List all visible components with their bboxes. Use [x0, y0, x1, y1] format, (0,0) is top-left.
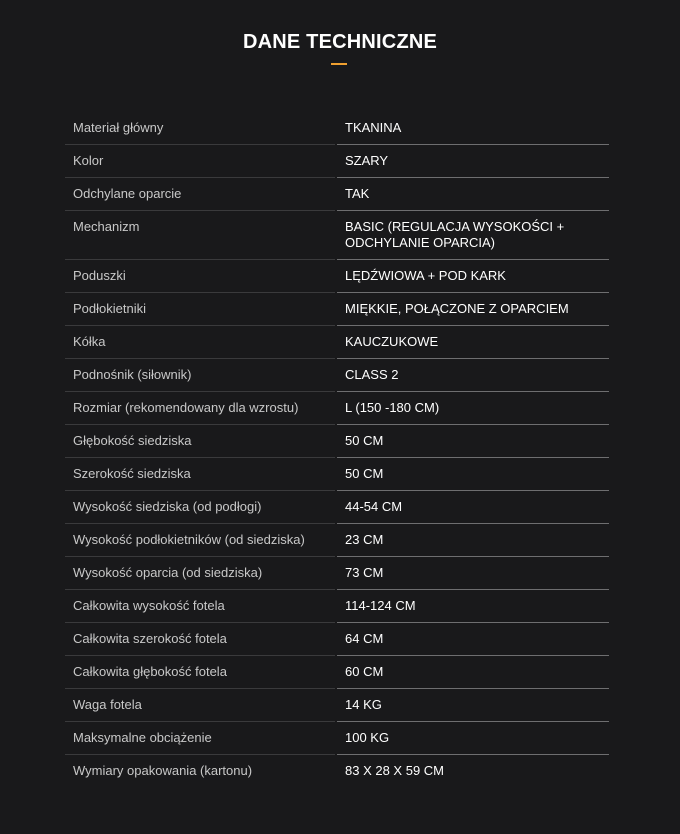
spec-label: Wysokość oparcia (od siedziska) — [65, 557, 335, 590]
spec-label: Waga fotela — [65, 689, 335, 722]
table-row-seat-width — [65, 458, 609, 491]
spec-label: Podnośnik (siłownik) — [65, 359, 335, 392]
spec-value: 44-54 CM — [337, 491, 609, 524]
spec-label: Poduszki — [65, 260, 335, 293]
spec-value: 50 CM — [337, 458, 609, 491]
spec-value: 73 CM — [337, 557, 609, 590]
table-row-mechanism — [65, 211, 609, 260]
spec-value: 50 CM — [337, 425, 609, 458]
spec-label: Kółka — [65, 326, 335, 359]
spec-label: Kolor — [65, 145, 335, 178]
spec-value: 60 CM — [337, 656, 609, 689]
table-row-wheels — [65, 326, 609, 359]
spec-value: TAK — [337, 178, 609, 211]
spec-value: 23 CM — [337, 524, 609, 557]
table-row-max-load — [65, 722, 609, 755]
table-row-package-dimensions — [65, 755, 609, 788]
spec-label: Całkowita szerokość fotela — [65, 623, 335, 656]
spec-label: Całkowita głębokość fotela — [65, 656, 335, 689]
table-row-armrest-height — [65, 524, 609, 557]
page-title: DANE TECHNICZNE — [242, 31, 438, 53]
spec-value: BASIC (REGULACJA WYSOKOŚCI + ODCHYLANIE OPARCIA) — [337, 211, 609, 260]
table-row-size — [65, 392, 609, 425]
spec-label: Materiał główny — [65, 112, 335, 145]
spec-value: 114-124 CM — [337, 590, 609, 623]
table-row-weight — [65, 689, 609, 722]
spec-value: 100 KG — [337, 722, 609, 755]
title-accent-divider — [331, 63, 347, 65]
table-row-armrests — [65, 293, 609, 326]
table-row-pillows — [65, 260, 609, 293]
spec-value: SZARY — [337, 145, 609, 178]
table-row-seat-height — [65, 491, 609, 524]
table-row-seat-depth — [65, 425, 609, 458]
table-row-material — [65, 112, 609, 145]
spec-label: Całkowita wysokość fotela — [65, 590, 335, 623]
spec-label: Maksymalne obciążenie — [65, 722, 335, 755]
spec-label: Mechanizm — [65, 211, 335, 260]
spec-label: Wysokość siedziska (od podłogi) — [65, 491, 335, 524]
table-row-recline — [65, 178, 609, 211]
spec-value: LĘDŹWIOWA + POD KARK — [337, 260, 609, 293]
spec-value: 14 KG — [337, 689, 609, 722]
spec-value: MIĘKKIE, POŁĄCZONE Z OPARCIEM — [337, 293, 609, 326]
spec-label: Szerokość siedziska — [65, 458, 335, 491]
spec-value: 83 X 28 X 59 CM — [345, 763, 444, 778]
table-row-total-depth — [65, 656, 609, 689]
spec-value: KAUCZUKOWE — [337, 326, 609, 359]
spec-label: Rozmiar (rekomendowany dla wzrostu) — [65, 392, 335, 425]
spec-value: TKANINA — [337, 112, 609, 145]
table-row-gas-lift — [65, 359, 609, 392]
table-row-color — [65, 145, 609, 178]
table-row-total-width — [65, 623, 609, 656]
spec-label: Wysokość podłokietników (od siedziska) — [65, 524, 335, 557]
spec-value: 64 CM — [337, 623, 609, 656]
table-row-total-height — [65, 590, 609, 623]
specs-table — [65, 112, 609, 788]
spec-value: CLASS 2 — [337, 359, 609, 392]
table-row-backrest-height — [65, 557, 609, 590]
spec-label: Głębokość siedziska — [65, 425, 335, 458]
spec-label: Wymiary opakowania (kartonu) — [73, 763, 253, 778]
spec-label: Podłokietniki — [65, 293, 335, 326]
spec-value: L (150 -180 CM) — [337, 392, 609, 425]
spec-label: Odchylane oparcie — [65, 178, 335, 211]
